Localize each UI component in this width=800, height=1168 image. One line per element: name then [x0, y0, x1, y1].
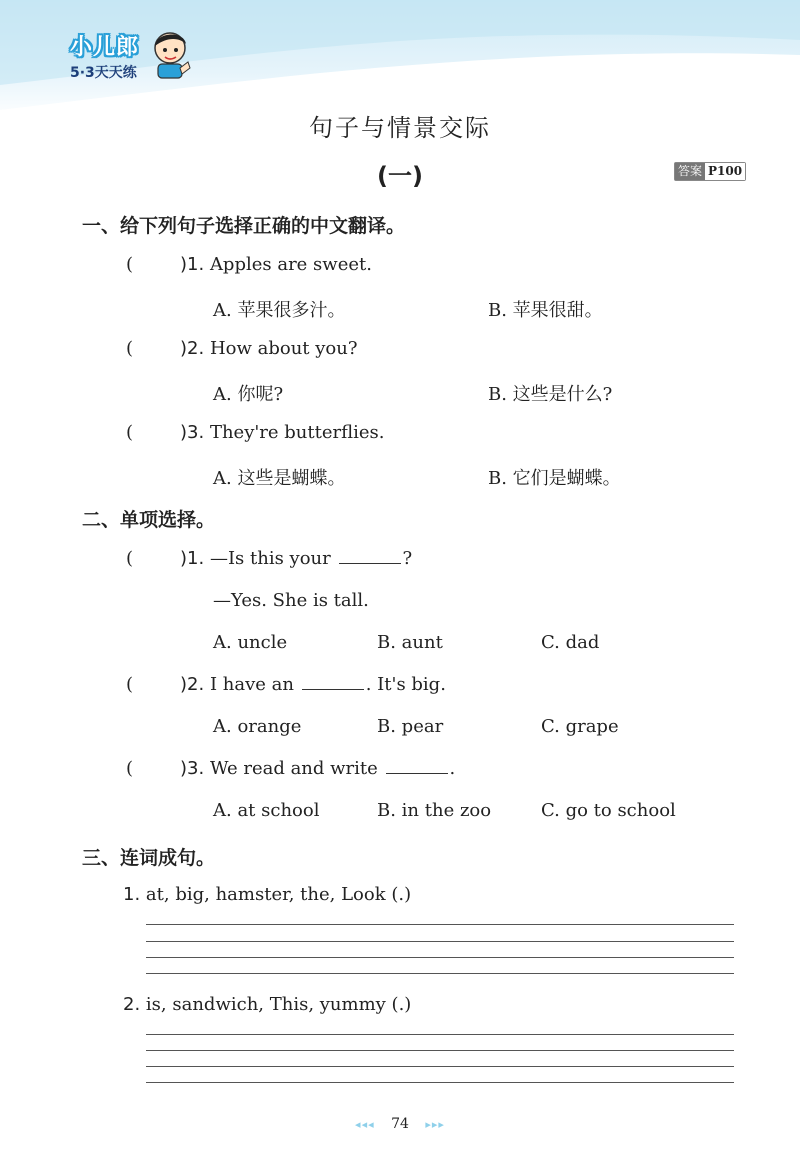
answer-label: 答案 [675, 163, 705, 180]
s1-q3-option-b: B. 它们是蝴蝶。 [488, 468, 621, 489]
fill-blank [339, 549, 401, 564]
s2-q1-line-2: —Yes. She is tall. [213, 590, 369, 611]
s3-item-2: 2. is, sandwich, This, yummy (.) [123, 994, 412, 1015]
s2-q3-option-b: B. in the zoo [377, 800, 492, 821]
writing-line[interactable] [146, 924, 734, 925]
logo-subtitle: 5·3天天练 [70, 65, 137, 81]
s2-question-1: )1. —Is this your ? [180, 548, 413, 569]
s1-q1-option-b: B. 苹果很甜。 [488, 300, 603, 321]
next-arrows-icon: ▸▸▸ [425, 1118, 445, 1131]
s2-question-3: )3. We read and write . [180, 758, 456, 779]
page-footer [0, 1116, 800, 1132]
s2-q3-option-c: C. go to school [541, 800, 676, 821]
brand-logo [66, 28, 206, 88]
answer-paren-open: ( [126, 674, 134, 695]
s2-q2-option-c: C. grape [541, 716, 619, 737]
s1-q3-option-a: A. 这些是蝴蝶。 [213, 468, 346, 489]
answer-paren-open: ( [126, 548, 134, 569]
s2-q2-option-a: A. orange [213, 716, 302, 737]
writing-line[interactable] [146, 1082, 734, 1083]
fill-blank [302, 675, 364, 690]
page-subtitle: (一) [377, 162, 423, 190]
answer-page: P100 [705, 163, 745, 180]
s1-q1-option-a: A. 苹果很多汁。 [213, 300, 346, 321]
writing-line[interactable] [146, 1034, 734, 1035]
section-3-heading: 三、连词成句。 [82, 847, 216, 869]
prev-arrows-icon: ◂◂◂ [355, 1118, 375, 1131]
answer-paren-open: ( [126, 758, 134, 779]
answer-paren-open: ( [126, 254, 134, 275]
writing-line[interactable] [146, 941, 734, 942]
s1-question-2: )2. How about you? [180, 338, 358, 359]
section-2-heading: 二、单项选择。 [82, 509, 216, 531]
writing-line[interactable] [146, 1050, 734, 1051]
writing-line[interactable] [146, 973, 734, 974]
s2-q1-option-c: C. dad [541, 632, 600, 653]
s2-q3-option-a: A. at school [213, 800, 320, 821]
s2-question-2: )2. I have an . It's big. [180, 674, 446, 695]
page-title: 句子与情景交际 [309, 114, 491, 142]
s2-q2-option-b: B. pear [377, 716, 444, 737]
mascot-icon [148, 28, 194, 80]
logo-title: 小儿郎 [70, 35, 140, 60]
s1-q2-option-a: A. 你呢? [213, 384, 284, 405]
fill-blank [386, 759, 448, 774]
s2-q1-option-b: B. aunt [377, 632, 443, 653]
s1-question-1: )1. Apples are sweet. [180, 254, 372, 275]
answer-paren-open: ( [126, 422, 134, 443]
answer-page-badge [674, 162, 746, 181]
section-1-heading: 一、给下列句子选择正确的中文翻译。 [82, 215, 406, 237]
writing-line[interactable] [146, 1066, 734, 1067]
s1-q2-option-b: B. 这些是什么? [488, 384, 613, 405]
writing-line[interactable] [146, 957, 734, 958]
s2-q1-option-a: A. uncle [213, 632, 288, 653]
answer-paren-open: ( [126, 338, 134, 359]
s3-item-1: 1. at, big, hamster, the, Look (.) [123, 884, 412, 905]
s1-question-3: )3. They're butterflies. [180, 422, 385, 443]
page-number: 74 [391, 1116, 409, 1132]
